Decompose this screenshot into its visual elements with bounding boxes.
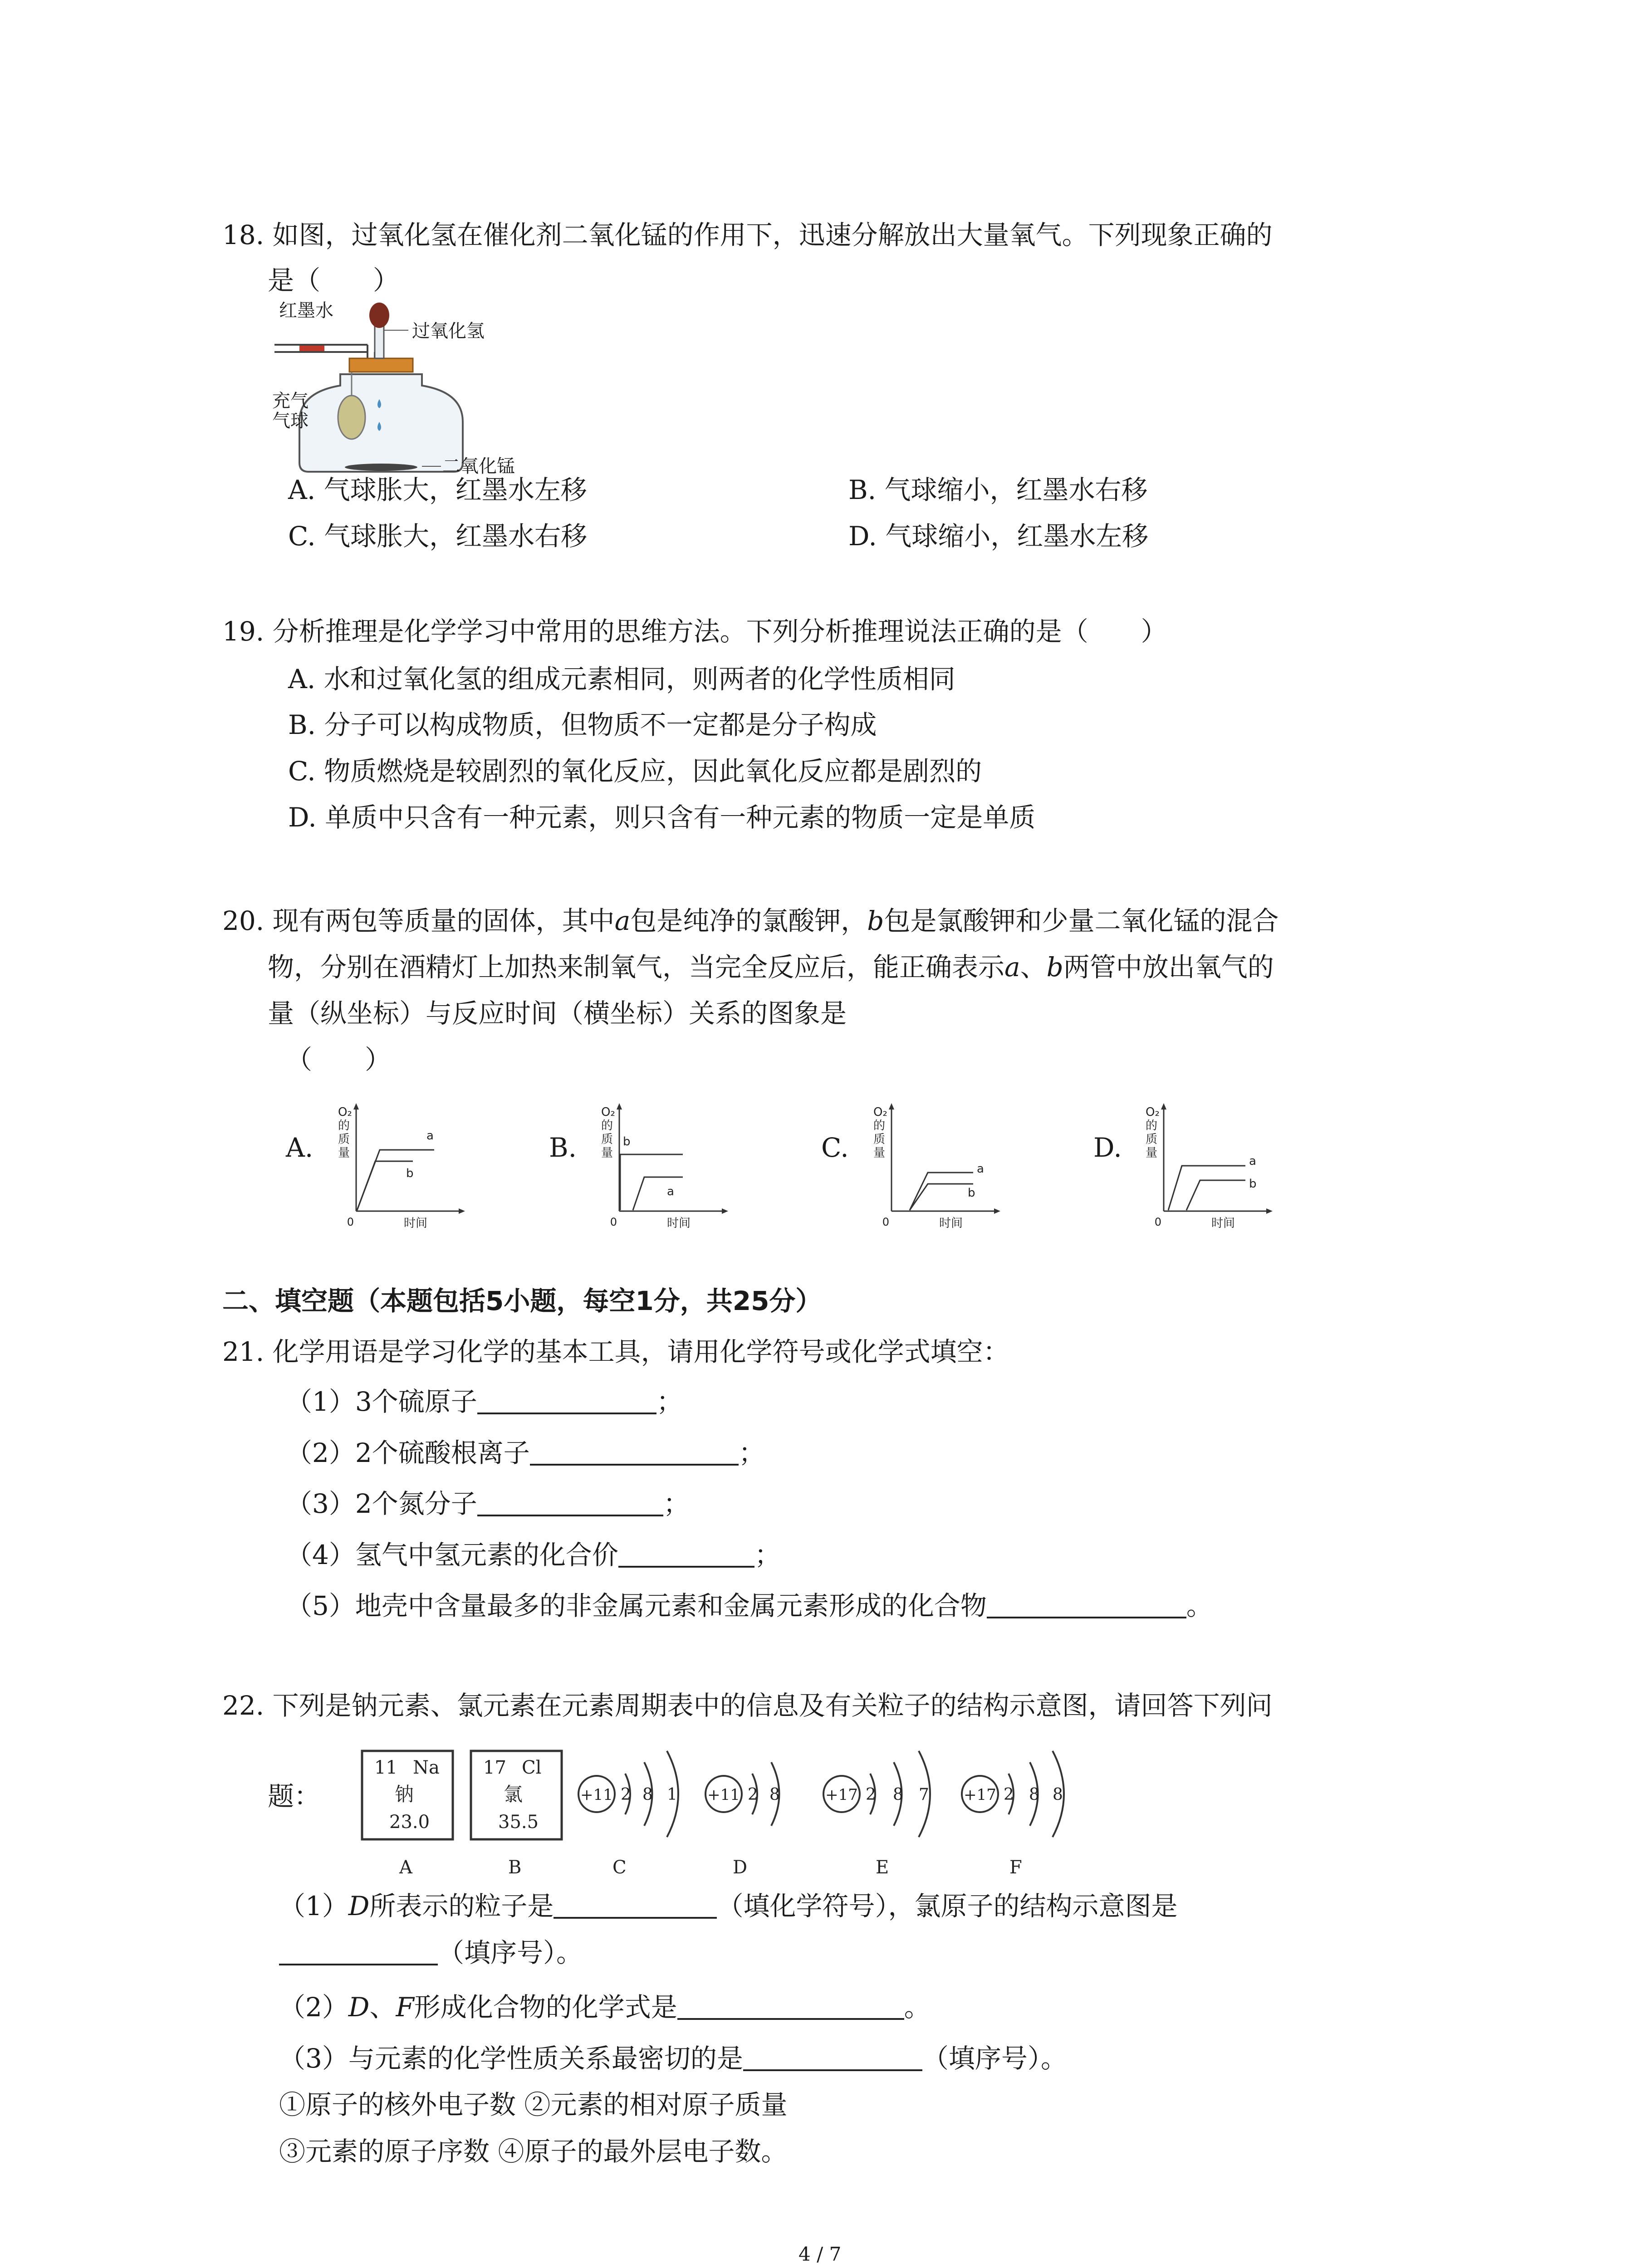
series-b-line bbox=[1186, 1180, 1245, 1210]
q20-graph-d-label: D. bbox=[1093, 1132, 1122, 1163]
q20-graph-c-plot bbox=[864, 1098, 1009, 1229]
y-axis-label-1: O₂ bbox=[601, 1105, 615, 1119]
q22-structure-figure bbox=[354, 1737, 1098, 1887]
svg-text:E: E bbox=[876, 1857, 889, 1878]
series-b-line bbox=[357, 1161, 413, 1210]
svg-text:7: 7 bbox=[919, 1785, 929, 1804]
y-axis-label-4: 量 bbox=[601, 1146, 613, 1160]
svg-text:D: D bbox=[733, 1857, 748, 1878]
na-mass: 23.0 bbox=[389, 1812, 430, 1833]
svg-text:8: 8 bbox=[1053, 1785, 1063, 1804]
y-axis-label-2: 的 bbox=[601, 1119, 613, 1133]
series-a-label: a bbox=[426, 1129, 434, 1143]
y-axis-label-4: 量 bbox=[338, 1146, 350, 1160]
q21-item-4: （4）氢气中氢元素的化合价 ； bbox=[286, 1537, 781, 1573]
series-a-label: a bbox=[977, 1162, 984, 1176]
q19-option-b: B. 分子可以构成物质，但物质不一定都是分子构成 bbox=[288, 709, 877, 740]
cl-name: 氯 bbox=[504, 1783, 523, 1805]
q20-graph-a-label: A. bbox=[286, 1132, 314, 1163]
q21-item-5: （5）地壳中含量最多的非金属元素和金属元素形成的化合物 。 bbox=[286, 1588, 1213, 1624]
svg-text:C: C bbox=[612, 1857, 627, 1878]
svg-text:8: 8 bbox=[642, 1785, 653, 1804]
q18-label-balloon-2: 气球 bbox=[272, 411, 309, 431]
series-a-line bbox=[910, 1173, 973, 1210]
q18-option-a: A. 气球胀大，红墨水左移 bbox=[288, 474, 587, 505]
y-axis-label-2: 的 bbox=[338, 1119, 350, 1133]
q21-item-1: （1）3个硫原子 ； bbox=[286, 1383, 683, 1420]
svg-text:+17: +17 bbox=[964, 1786, 996, 1804]
q18-option-b: B. 气球缩小，红墨水右移 bbox=[848, 474, 1148, 505]
page-number: 4 / 7 bbox=[798, 2243, 842, 2265]
origin-label: 0 bbox=[347, 1216, 354, 1228]
q18-label-mno2: 二氧化锰 bbox=[442, 456, 515, 477]
q22-choices-2: ③元素的原子序数 ④原子的最外层电子数。 bbox=[279, 2136, 788, 2167]
section-2-title: 二、填空题（本题包括5小题，每空1分，共25分） bbox=[222, 1286, 822, 1316]
y-axis-label-3: 质 bbox=[1146, 1133, 1158, 1146]
q20-graph-c-label: C. bbox=[821, 1132, 849, 1163]
q21-stem: 21. 化学用语是学习化学的基本工具，请用化学符号或化学式填空： bbox=[222, 1336, 1009, 1367]
svg-text:2: 2 bbox=[748, 1785, 758, 1804]
y-axis-label-3: 质 bbox=[601, 1133, 613, 1146]
label-b: B bbox=[508, 1857, 522, 1878]
x-axis-label: 时间 bbox=[667, 1217, 691, 1229]
q22-part1-line1: （1）D所表示的粒子是 （填化学符号），氯原子的结构示意图是 bbox=[279, 1888, 1177, 1924]
q22-stem-cont: 题： bbox=[268, 1781, 321, 1812]
na-number: 11 bbox=[374, 1757, 397, 1778]
q20-graph-a-plot bbox=[329, 1098, 474, 1229]
label-a: A bbox=[399, 1857, 412, 1878]
series-a-line bbox=[1168, 1166, 1245, 1210]
cl-number: 17 bbox=[483, 1757, 506, 1778]
q21-item-2: （2）2个硫酸根离子 ； bbox=[286, 1435, 765, 1471]
q20-graph-b-plot bbox=[592, 1098, 737, 1229]
q19-stem: 19. 分析推理是化学学习中常用的思维方法。下列分析推理说法正确的是（ ） bbox=[222, 616, 1167, 647]
q18-stem-line1: 18. 如图，过氧化氢在催化剂二氧化锰的作用下，迅速分解放出大量氧气。下列现象正确的 bbox=[222, 220, 1273, 250]
x-axis-label: 时间 bbox=[939, 1217, 963, 1229]
y-axis-label-3: 质 bbox=[873, 1133, 886, 1146]
q20-stem-line4: （ ） bbox=[286, 1044, 392, 1075]
q20-graph-d-plot bbox=[1136, 1098, 1282, 1229]
series-b-line bbox=[910, 1184, 973, 1210]
svg-text:+11: +11 bbox=[580, 1786, 613, 1804]
series-b-label: b bbox=[623, 1135, 631, 1149]
svg-text:+11: +11 bbox=[707, 1786, 740, 1804]
q20-stem-line3: 量（纵坐标）与反应时间（横坐标）关系的图象是 bbox=[268, 998, 847, 1029]
x-axis-arrow bbox=[459, 1208, 465, 1214]
q18-stem-line2: 是（ ） bbox=[268, 265, 400, 296]
q18-label-balloon-1: 充气 bbox=[272, 391, 309, 411]
svg-text:8: 8 bbox=[893, 1785, 903, 1804]
series-a-label: a bbox=[667, 1185, 674, 1198]
na-name: 钠 bbox=[395, 1783, 414, 1805]
svg-text:+17: +17 bbox=[825, 1786, 858, 1804]
q18-option-c: C. 气球胀大，红墨水右移 bbox=[288, 521, 588, 552]
series-a-line bbox=[633, 1177, 683, 1210]
q21-item-3: （3）2个氮分子 ； bbox=[286, 1486, 690, 1522]
structure-f bbox=[962, 1751, 1064, 1878]
series-a-label: a bbox=[1249, 1154, 1256, 1168]
y-axis-label-1: O₂ bbox=[1146, 1105, 1160, 1119]
origin-label: 0 bbox=[610, 1216, 617, 1228]
q18-label-red-ink: 红墨水 bbox=[279, 300, 333, 321]
y-axis-label-1: O₂ bbox=[873, 1105, 887, 1119]
q18-option-d: D. 气球缩小，红墨水左移 bbox=[848, 521, 1149, 552]
svg-text:1: 1 bbox=[667, 1785, 677, 1804]
structure-d bbox=[705, 1762, 780, 1878]
q19-option-d: D. 单质中只含有一种元素，则只含有一种元素的物质一定是单质 bbox=[288, 802, 1036, 833]
svg-text:2: 2 bbox=[1004, 1785, 1014, 1804]
cl-mass: 35.5 bbox=[498, 1812, 539, 1833]
x-axis-arrow bbox=[1266, 1208, 1273, 1214]
y-axis-label-4: 量 bbox=[873, 1146, 886, 1160]
cl-symbol: Cl bbox=[522, 1757, 542, 1778]
origin-label: 0 bbox=[882, 1216, 889, 1228]
series-b-line bbox=[620, 1154, 683, 1210]
svg-text:2: 2 bbox=[621, 1785, 631, 1804]
y-axis-label-2: 的 bbox=[873, 1119, 886, 1133]
y-axis-label-4: 量 bbox=[1146, 1146, 1158, 1160]
q20-stem-line1: 20. 现有两包等质量的固体，其中a包是纯净的氯酸钾，b包是氯酸钾和少量二氧化锰的混合 bbox=[222, 905, 1279, 936]
q22-part1-line2: （填序号）。 bbox=[279, 1935, 583, 1971]
q22-part3: （3）与元素的化学性质关系最密切的是 （填序号）。 bbox=[279, 2040, 1067, 2077]
x-axis-arrow bbox=[994, 1208, 1000, 1214]
q20-graph-b-label: B. bbox=[549, 1132, 577, 1163]
q20-stem-line2: 物，分别在酒精灯上加热来制氧气，当完全反应后，能正确表示a、b两管中放出氧气的 bbox=[268, 952, 1274, 982]
x-axis-label: 时间 bbox=[404, 1217, 428, 1229]
structure-e bbox=[823, 1751, 930, 1878]
svg-text:8: 8 bbox=[1029, 1785, 1039, 1804]
x-axis-arrow bbox=[722, 1208, 728, 1214]
x-axis-label: 时间 bbox=[1211, 1217, 1235, 1229]
q22-choices-1: ①原子的核外电子数 ②元素的相对原子质量 bbox=[279, 2089, 788, 2120]
y-axis-arrow bbox=[1161, 1103, 1166, 1110]
na-symbol: Na bbox=[413, 1757, 440, 1778]
q19-option-a: A. 水和过氧化氢的组成元素相同，则两者的化学性质相同 bbox=[288, 664, 955, 694]
y-axis-arrow bbox=[353, 1103, 359, 1110]
q22-part2: （2）D、F形成化合物的化学式是 。 bbox=[279, 1989, 931, 2025]
q22-stem: 22. 下列是钠元素、氯元素在元素周期表中的信息及有关粒子的结构示意图，请回答下列问 bbox=[222, 1690, 1273, 1721]
series-b-label: b bbox=[406, 1167, 414, 1180]
y-axis-label-2: 的 bbox=[1146, 1119, 1158, 1133]
y-axis-arrow bbox=[617, 1103, 622, 1110]
origin-label: 0 bbox=[1154, 1216, 1161, 1228]
q18-label-h2o2: 过氧化氢 bbox=[412, 321, 485, 342]
svg-text:F: F bbox=[1009, 1857, 1022, 1878]
y-axis-label-3: 质 bbox=[338, 1133, 350, 1146]
structure-c bbox=[578, 1751, 678, 1878]
series-b-label: b bbox=[1249, 1177, 1257, 1191]
q19-option-c: C. 物质燃烧是较剧烈的氧化反应，因此氧化反应都是剧烈的 bbox=[288, 756, 982, 787]
svg-text:8: 8 bbox=[769, 1785, 780, 1804]
y-axis-arrow bbox=[889, 1103, 894, 1110]
svg-text:2: 2 bbox=[866, 1785, 876, 1804]
series-b-label: b bbox=[968, 1186, 975, 1200]
y-axis-label-1: O₂ bbox=[338, 1105, 352, 1119]
